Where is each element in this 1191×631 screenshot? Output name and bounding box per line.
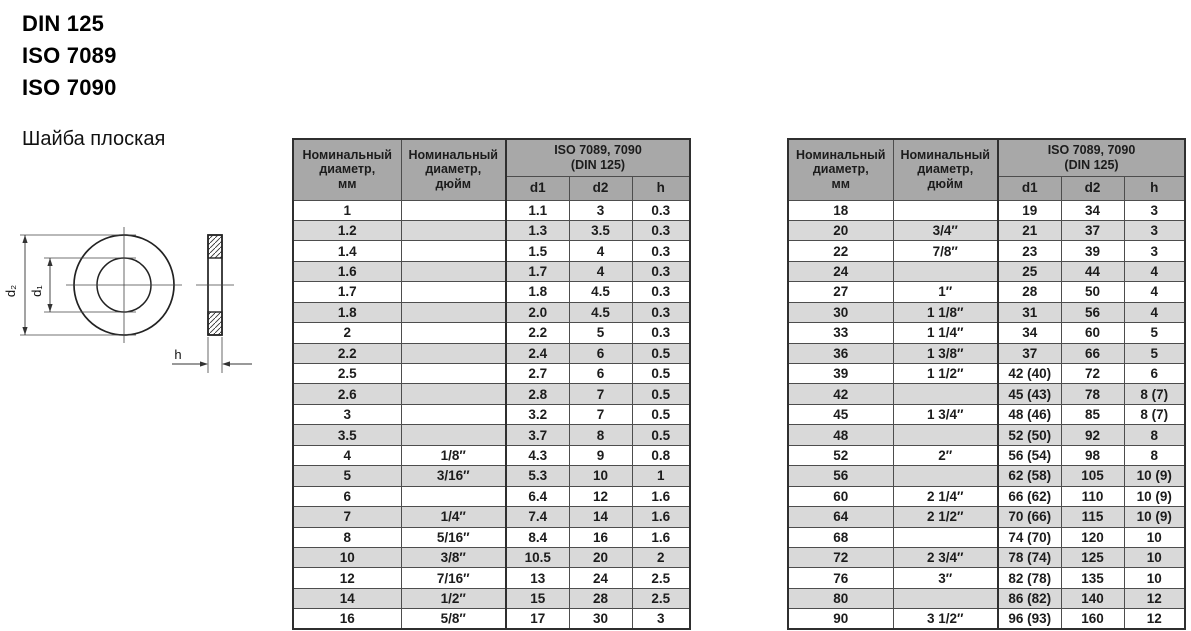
table-cell — [401, 200, 506, 220]
table-cell: 22 — [788, 241, 893, 261]
table-cell: 85 — [1061, 404, 1124, 424]
table-row — [788, 588, 1185, 608]
table-row — [788, 507, 1185, 527]
table-row — [788, 364, 1185, 384]
header-line: диаметр, — [319, 162, 376, 177]
table-cell: 1″ — [893, 282, 998, 302]
table-cell: 56 (54) — [998, 445, 1061, 465]
table-cell: 4 — [1124, 282, 1185, 302]
table-cell: 10 (9) — [1124, 507, 1185, 527]
table-row — [293, 241, 690, 261]
table-row — [293, 486, 690, 506]
header-line: мм — [338, 177, 357, 192]
table-cell — [893, 527, 998, 547]
table-cell — [401, 282, 506, 302]
table-cell: 34 — [1061, 200, 1124, 220]
header-line: Номинальный — [302, 147, 392, 162]
table-cell: 9 — [569, 445, 632, 465]
table-cell: 64 — [788, 507, 893, 527]
table-cell: 4 — [569, 241, 632, 261]
table-row — [788, 343, 1185, 363]
table-cell: 3 — [293, 404, 401, 424]
table-cell: 1.1 — [506, 200, 569, 220]
table-cell: 96 (93) — [998, 609, 1061, 629]
column-header-d2: d2 — [569, 176, 632, 200]
table-cell: 7 — [569, 384, 632, 404]
table-cell: 12 — [1124, 588, 1185, 608]
column-header-diameter-inch — [893, 139, 998, 200]
table-cell — [401, 384, 506, 404]
table-cell: 36 — [788, 343, 893, 363]
table-cell: 52 — [788, 445, 893, 465]
table-cell: 5 — [1124, 323, 1185, 343]
header-line: (DIN 125) — [570, 157, 626, 172]
table-cell: 3 — [632, 609, 690, 629]
table-cell: 2.5 — [632, 588, 690, 608]
table-cell: 28 — [998, 282, 1061, 302]
table-cell: 4 — [569, 261, 632, 281]
table-cell: 23 — [998, 241, 1061, 261]
table-row — [788, 527, 1185, 547]
header-line: ISO 7089, 7090 — [554, 143, 642, 157]
table-cell: 8 — [1124, 425, 1185, 445]
header-line: дюйм — [435, 177, 472, 192]
table-row — [293, 425, 690, 445]
table-cell: 20 — [788, 220, 893, 240]
header-line: Номинальный — [900, 147, 990, 162]
table-cell — [401, 302, 506, 322]
header-line: мм — [831, 177, 850, 192]
table-cell: 0.5 — [632, 343, 690, 363]
table-cell: 125 — [1061, 547, 1124, 567]
table-cell: 1.6 — [632, 527, 690, 547]
table-cell: 3 — [1124, 220, 1185, 240]
table-row — [293, 261, 690, 281]
table-cell — [401, 486, 506, 506]
table-cell — [893, 261, 998, 281]
table-cell: 2.8 — [506, 384, 569, 404]
table-cell: 2 3/4″ — [893, 547, 998, 567]
table-cell: 80 — [788, 588, 893, 608]
table-row — [293, 568, 690, 588]
table-cell: 72 — [1061, 364, 1124, 384]
table-cell — [893, 466, 998, 486]
table-cell: 0.3 — [632, 261, 690, 281]
header-line: ISO 7089, 7090 — [1047, 143, 1136, 157]
table-cell: 86 (82) — [998, 588, 1061, 608]
table-cell: 6 — [293, 486, 401, 506]
table-cell: 3/16″ — [401, 466, 506, 486]
table-cell: 14 — [569, 507, 632, 527]
table-cell: 1 — [293, 200, 401, 220]
table-cell: 14 — [293, 588, 401, 608]
table-cell: 4.3 — [506, 445, 569, 465]
table-row — [293, 507, 690, 527]
table-cell: 5 — [1124, 343, 1185, 363]
table-row — [788, 609, 1185, 629]
header-line: диаметр, — [812, 162, 869, 177]
header-line: Номинальный — [796, 147, 886, 162]
standard-din-125: DIN 125 — [22, 11, 105, 36]
table-cell: 44 — [1061, 261, 1124, 281]
table-cell: 1 3/4″ — [893, 404, 998, 424]
table-cell: 56 — [1061, 302, 1124, 322]
table-row — [788, 547, 1185, 567]
header-line: (DIN 125) — [1064, 157, 1119, 172]
table-row — [788, 445, 1185, 465]
table-cell: 0.3 — [632, 220, 690, 240]
table-cell: 6 — [569, 343, 632, 363]
table-cell — [401, 261, 506, 281]
table-body — [788, 200, 1185, 629]
washer-drawing-svg — [0, 213, 262, 388]
table-cell: 3.5 — [569, 220, 632, 240]
table-cell: 66 — [1061, 343, 1124, 363]
table-cell: 0.5 — [632, 425, 690, 445]
table-cell: 10 — [569, 466, 632, 486]
table-cell: 0.3 — [632, 282, 690, 302]
table-cell: 60 — [1061, 323, 1124, 343]
table-cell — [401, 241, 506, 261]
table-cell: 5 — [293, 466, 401, 486]
washer-technical-drawing — [0, 213, 262, 388]
table-cell: 74 (70) — [998, 527, 1061, 547]
table-cell: 31 — [998, 302, 1061, 322]
table-cell: 5/8″ — [401, 609, 506, 629]
table-cell: 1.5 — [506, 241, 569, 261]
table-cell: 105 — [1061, 466, 1124, 486]
table-body — [293, 200, 690, 629]
table-cell: 17 — [506, 609, 569, 629]
table-cell: 0.3 — [632, 200, 690, 220]
table-cell: 2 1/2″ — [893, 507, 998, 527]
table-row — [788, 568, 1185, 588]
table-cell: 98 — [1061, 445, 1124, 465]
table-cell: 7/16″ — [401, 568, 506, 588]
column-header-h: h — [632, 176, 690, 200]
table-cell: 3/4″ — [893, 220, 998, 240]
table-cell: 140 — [1061, 588, 1124, 608]
table-cell: 56 — [788, 466, 893, 486]
table-cell: 2.5 — [293, 364, 401, 384]
table-cell: 1 1/4″ — [893, 323, 998, 343]
table-cell: 2.6 — [293, 384, 401, 404]
table-cell: 2.5 — [632, 568, 690, 588]
table-cell: 92 — [1061, 425, 1124, 445]
table-cell: 7 — [569, 404, 632, 424]
table-cell: 19 — [998, 200, 1061, 220]
table-row — [293, 466, 690, 486]
table-cell: 3 — [1124, 200, 1185, 220]
table-cell: 7/8″ — [893, 241, 998, 261]
table-row — [788, 384, 1185, 404]
table-cell: 62 (58) — [998, 466, 1061, 486]
table-cell: 30 — [569, 609, 632, 629]
table-cell: 34 — [998, 323, 1061, 343]
table-cell — [893, 588, 998, 608]
washer-size-table-large — [787, 138, 1186, 630]
table-cell: 5/16″ — [401, 527, 506, 547]
table-cell: 48 (46) — [998, 404, 1061, 424]
table-cell: 30 — [788, 302, 893, 322]
table-row — [293, 323, 690, 343]
table-cell: 8 (7) — [1124, 384, 1185, 404]
table-row — [293, 220, 690, 240]
table-cell: 8 — [569, 425, 632, 445]
table-cell: 3/8″ — [401, 547, 506, 567]
table-cell — [893, 384, 998, 404]
table-cell: 4 — [293, 445, 401, 465]
table-cell: 115 — [1061, 507, 1124, 527]
table-cell: 1.8 — [293, 302, 401, 322]
table-cell — [893, 200, 998, 220]
table-cell: 120 — [1061, 527, 1124, 547]
table-cell: 1 1/8″ — [893, 302, 998, 322]
table-cell: 160 — [1061, 609, 1124, 629]
table-cell: 78 (74) — [998, 547, 1061, 567]
table-cell: 3 1/2″ — [893, 609, 998, 629]
table-cell: 42 — [788, 384, 893, 404]
table-cell: 21 — [998, 220, 1061, 240]
table-cell: 2.4 — [506, 343, 569, 363]
table-cell: 7 — [293, 507, 401, 527]
table-cell: 16 — [569, 527, 632, 547]
table-cell: 110 — [1061, 486, 1124, 506]
table-cell: 45 (43) — [998, 384, 1061, 404]
table-cell — [401, 343, 506, 363]
table-cell: 10 (9) — [1124, 466, 1185, 486]
table-cell: 66 (62) — [998, 486, 1061, 506]
table-row — [293, 343, 690, 363]
table-cell: 48 — [788, 425, 893, 445]
table-cell: 3.2 — [506, 404, 569, 424]
column-header-diameter-inch — [401, 139, 506, 200]
table-cell: 37 — [998, 343, 1061, 363]
table-row — [293, 547, 690, 567]
table-cell: 20 — [569, 547, 632, 567]
table-row — [788, 200, 1185, 220]
table-cell: 4.5 — [569, 282, 632, 302]
table-cell: 10 — [1124, 547, 1185, 567]
table-row — [788, 261, 1185, 281]
table-cell: 76 — [788, 568, 893, 588]
table-cell: 33 — [788, 323, 893, 343]
table-cell: 2.2 — [293, 343, 401, 363]
table-cell — [401, 220, 506, 240]
table-cell: 6 — [1124, 364, 1185, 384]
table-cell: 52 (50) — [998, 425, 1061, 445]
table-row — [293, 609, 690, 629]
d2-dimension-label: d₂ — [3, 284, 18, 298]
table-cell: 2.7 — [506, 364, 569, 384]
table-cell: 2 — [632, 547, 690, 567]
table-row — [788, 241, 1185, 261]
table-cell: 0.3 — [632, 241, 690, 261]
table-cell: 8 (7) — [1124, 404, 1185, 424]
d1-dimension-label: d₁ — [29, 285, 44, 297]
table-cell: 16 — [293, 609, 401, 629]
table-row — [788, 323, 1185, 343]
table-cell: 135 — [1061, 568, 1124, 588]
table-cell: 1 — [632, 466, 690, 486]
table-cell: 3.7 — [506, 425, 569, 445]
table-cell: 24 — [788, 261, 893, 281]
table-row — [788, 282, 1185, 302]
header-line: диаметр, — [425, 162, 482, 177]
header-line: Номинальный — [408, 147, 498, 162]
washer-front-view — [66, 227, 182, 343]
table-row — [293, 527, 690, 547]
table-row — [788, 302, 1185, 322]
column-header-d1: d1 — [506, 176, 569, 200]
table-cell: 12 — [569, 486, 632, 506]
table-cell: 5.3 — [506, 466, 569, 486]
table-cell: 8 — [1124, 445, 1185, 465]
header-line: диаметр, — [917, 162, 974, 177]
table-cell: 10 (9) — [1124, 486, 1185, 506]
table-cell: 82 (78) — [998, 568, 1061, 588]
table-header — [293, 139, 690, 200]
table-cell: 42 (40) — [998, 364, 1061, 384]
table-cell: 1.2 — [293, 220, 401, 240]
table-cell: 4 — [1124, 261, 1185, 281]
table-cell: 5 — [569, 323, 632, 343]
table-cell: 6.4 — [506, 486, 569, 506]
table-row — [293, 588, 690, 608]
table-cell: 2.2 — [506, 323, 569, 343]
table-row — [293, 302, 690, 322]
table-cell: 27 — [788, 282, 893, 302]
table-cell: 37 — [1061, 220, 1124, 240]
table-cell: 39 — [1061, 241, 1124, 261]
table-header — [788, 139, 1185, 200]
table-cell: 28 — [569, 588, 632, 608]
column-header-iso-group — [998, 139, 1185, 176]
table-row — [293, 282, 690, 302]
table-cell: 1.3 — [506, 220, 569, 240]
table-cell: 0.3 — [632, 302, 690, 322]
product-name: Шайба плоская — [22, 128, 166, 150]
table-cell: 1.8 — [506, 282, 569, 302]
table-cell: 13 — [506, 568, 569, 588]
table-row — [293, 384, 690, 404]
table-cell: 2 — [293, 323, 401, 343]
table-cell: 1 1/2″ — [893, 364, 998, 384]
table-cell: 0.5 — [632, 384, 690, 404]
table-cell: 1/4″ — [401, 507, 506, 527]
standards-title-block — [22, 8, 117, 104]
table-cell: 1/2″ — [401, 588, 506, 608]
table-cell: 12 — [1124, 609, 1185, 629]
standard-iso-7089: ISO 7089 — [22, 43, 117, 68]
table-row — [788, 486, 1185, 506]
table-cell: 0.8 — [632, 445, 690, 465]
table-cell: 1 3/8″ — [893, 343, 998, 363]
table-cell: 2 1/4″ — [893, 486, 998, 506]
washer-side-view — [196, 235, 234, 335]
table-cell: 10 — [1124, 568, 1185, 588]
table-cell: 50 — [1061, 282, 1124, 302]
table-cell: 3 — [1124, 241, 1185, 261]
table-cell: 3″ — [893, 568, 998, 588]
column-header-iso-group — [506, 139, 690, 176]
table-cell: 10.5 — [506, 547, 569, 567]
standard-iso-7090: ISO 7090 — [22, 75, 117, 100]
table-cell: 25 — [998, 261, 1061, 281]
table-row — [293, 404, 690, 424]
table-cell: 1.4 — [293, 241, 401, 261]
table-cell: 1.6 — [293, 261, 401, 281]
table-cell — [401, 425, 506, 445]
table-cell: 39 — [788, 364, 893, 384]
column-header-d2: d2 — [1061, 176, 1124, 200]
table-cell: 8.4 — [506, 527, 569, 547]
table-cell: 3 — [569, 200, 632, 220]
table-cell: 24 — [569, 568, 632, 588]
table-cell: 0.5 — [632, 404, 690, 424]
table-cell: 45 — [788, 404, 893, 424]
table-cell: 78 — [1061, 384, 1124, 404]
table-row — [293, 200, 690, 220]
table-cell: 90 — [788, 609, 893, 629]
table-cell: 4.5 — [569, 302, 632, 322]
table-row — [293, 364, 690, 384]
table-cell: 0.5 — [632, 364, 690, 384]
table-cell — [401, 404, 506, 424]
table-row — [788, 220, 1185, 240]
h-dimension-label: h — [174, 347, 182, 362]
table-cell: 2″ — [893, 445, 998, 465]
column-header-diameter-mm — [293, 139, 401, 200]
table-cell: 70 (66) — [998, 507, 1061, 527]
table-cell: 10 — [293, 547, 401, 567]
table-cell: 15 — [506, 588, 569, 608]
header-line: дюйм — [927, 177, 964, 192]
column-header-h: h — [1124, 176, 1185, 200]
dimension-h — [172, 337, 252, 373]
table-cell: 68 — [788, 527, 893, 547]
table-cell: 72 — [788, 547, 893, 567]
table-cell: 1.6 — [632, 486, 690, 506]
table-cell: 6 — [569, 364, 632, 384]
table-row — [788, 404, 1185, 424]
table-cell: 1.7 — [506, 261, 569, 281]
table-row — [788, 425, 1185, 445]
table-cell — [893, 425, 998, 445]
table-cell: 8 — [293, 527, 401, 547]
table-cell: 1.6 — [632, 507, 690, 527]
table-row — [293, 445, 690, 465]
table-cell — [401, 364, 506, 384]
table-cell: 60 — [788, 486, 893, 506]
table-cell: 4 — [1124, 302, 1185, 322]
table-cell: 10 — [1124, 527, 1185, 547]
table-cell: 12 — [293, 568, 401, 588]
table-cell: 18 — [788, 200, 893, 220]
table-cell: 7.4 — [506, 507, 569, 527]
table-cell — [401, 323, 506, 343]
table-cell: 1/8″ — [401, 445, 506, 465]
table-cell: 1.7 — [293, 282, 401, 302]
table-row — [788, 466, 1185, 486]
column-header-d1: d1 — [998, 176, 1061, 200]
column-header-diameter-mm — [788, 139, 893, 200]
washer-size-table-small — [292, 138, 691, 630]
table-cell: 3.5 — [293, 425, 401, 445]
table-cell: 0.3 — [632, 323, 690, 343]
table-cell: 2.0 — [506, 302, 569, 322]
